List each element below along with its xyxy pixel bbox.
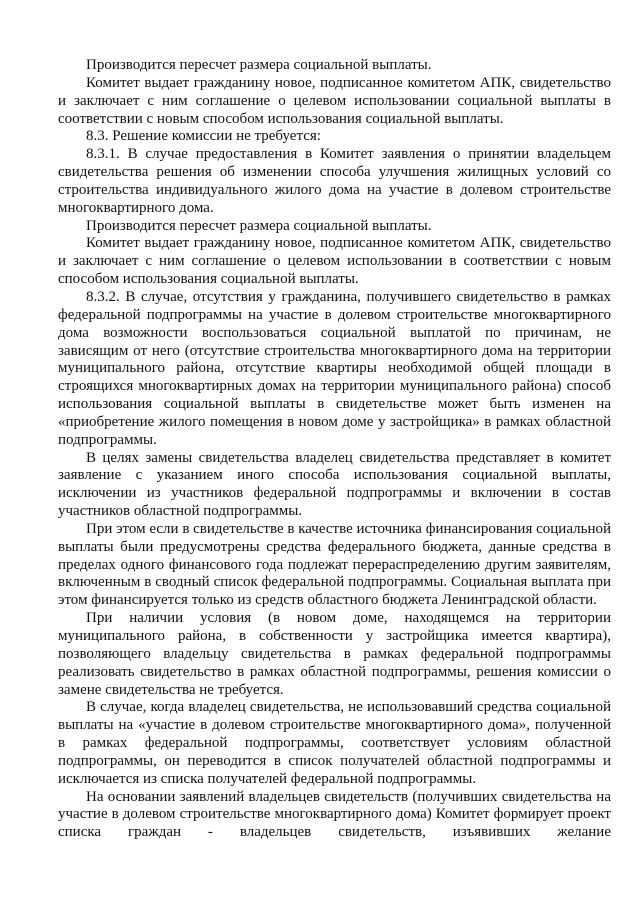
- paragraph-12: На основании заявлений владельцев свидетельств (получивших свидетельства на участие в долевом строительстве многоквартирного дома) Комитет формирует проект списка граждан - владельцев свидетельств, изъявивших желание: [58, 788, 611, 841]
- paragraph-7: 8.3.2. В случае, отсутствия у гражданина, получившего свидетельство в рамках федеральной подпрограммы на участие в долевом строительстве многоквартирного дома возможности воспользоваться социальной выплатой по причинам, не зависящим от него (отсутствие строительства многоквартирного дома на территории муниципального района, отсутствие квартиры необходимой общей площади в строящихся многоквартирных домах на территории муниципального района) способ использования социальной выплаты в свидетельстве может быть изменен на «приобретение жилого помещения в новом доме у застройщика» в рамках областной подпрограммы.: [58, 288, 611, 448]
- paragraph-2: Комитет выдает гражданину новое, подписанное комитетом АПК, свидетельство и заключает с ним соглашение о целевом использовании социальной выплаты в соответствии с новым способом использования социальной выплаты.: [58, 74, 611, 127]
- paragraph-4: 8.3.1. В случае предоставления в Комитет заявления о принятии владельцем свидетельства решения об изменении способа улучшения жилищных условий со строительства индивидуального жилого дома на участие в долевом строительстве многоквартирного дома.: [58, 146, 611, 216]
- paragraph-10: При наличии условия (в новом доме, находящемся на территории муниципального района, в собственности у застройщика имеется квартира), позволяющего владельцу свидетельства в рамках федеральной подпрограммы реализовать свидетельство в рамках областной подпрограммы, решения комиссии о замене свидетельства не требуется.: [58, 610, 611, 698]
- document-body: [58, 57, 611, 842]
- paragraph-9: При этом если в свидетельстве в качестве источника финансирования социальной выплаты были предусмотрены средства федерального бюджета, данные средства в пределах одного финансового года подлежат перераспределению другим заявителям, включенным в сводный список федеральной подпрограммы. Социальная выплата при этом финансируется только из средств областного бюджета Ленинградской области.: [58, 520, 611, 609]
- paragraph-3-heading: 8.3. Решение комиссии не требуется:: [86, 128, 321, 145]
- paragraph-5: Производится пересчет размера социальной выплаты.: [86, 217, 432, 234]
- paragraph-1: Производится пересчет размера социальной выплаты.: [86, 57, 432, 73]
- paragraph-6: Комитет выдает гражданину новое, подписанное комитетом АПК, свидетельство и заключает с ним соглашение о целевом использовании в соответствии с новым способом использования социальной выплаты.: [58, 235, 611, 288]
- paragraph-11: В случае, когда владелец свидетельства, не использовавший средства социальной выплаты на «участие в долевом строительстве многоквартирного дома», полученной в рамках федеральной подпрограммы, соответствует условиям областной подпрограммы, он переводится в список получателей областной подпрограммы и исключается из списка получателей федеральной подпрограммы.: [58, 699, 611, 787]
- paragraph-8: В целях замены свидетельства владелец свидетельства представляет в комитет заявление с указанием иного способа использования социальной выплаты, исключении из участников федеральной подпрограммы и включении в состав участников областной подпрограммы.: [58, 449, 611, 520]
